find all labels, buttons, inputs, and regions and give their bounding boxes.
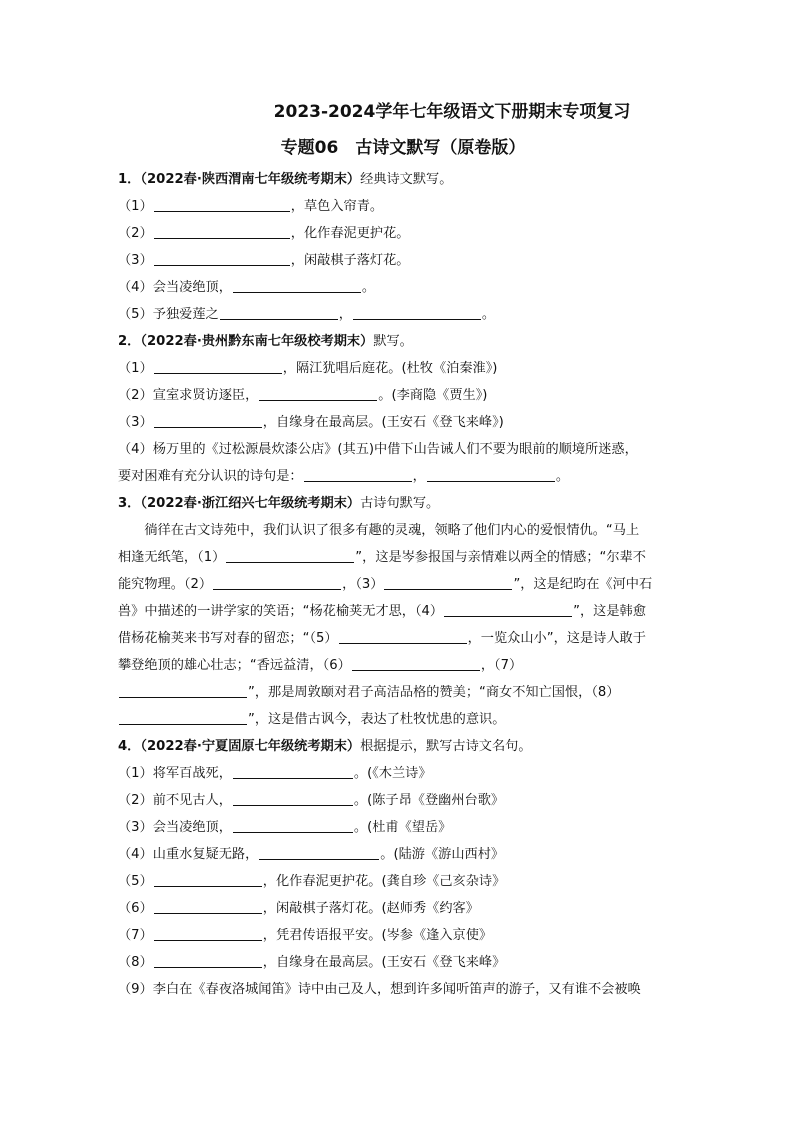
q3-paragraph-line: 兽》中描述的一讲学家的笑语；“杨花榆荚无才思，（4） ”，这是韩愈 <box>118 604 646 619</box>
q4-item-5: （5） ，化作春泥更护花。(龚自珍《己亥杂诗》 <box>118 874 506 889</box>
answer-blank[interactable] <box>154 927 262 941</box>
q3-paragraph-line: 能究物理。（2） ，（3） ”，这是纪昀在《河中石 <box>118 577 653 592</box>
answer-blank[interactable] <box>154 360 282 374</box>
answer-blank[interactable] <box>384 576 512 590</box>
q1-item-1: （1） ，草色入帘青。 <box>118 199 384 214</box>
answer-blank[interactable] <box>220 306 338 320</box>
q1-item-4: （4）会当凌绝顶， 。 <box>118 280 376 295</box>
q2-item-4-line1: （4）杨万里的《过松源晨炊漆公店》(其五)中借下山告诫人们不要为眼前的顺境所迷惑， <box>118 442 638 457</box>
answer-blank[interactable] <box>304 468 412 482</box>
answer-blank[interactable] <box>352 657 480 671</box>
q4-item-1: （1）将军百战死， 。(《木兰诗》 <box>118 766 432 781</box>
answer-blank[interactable] <box>259 846 379 860</box>
q4-item-3: （3）会当凌绝顶， 。(杜甫《望岳》 <box>118 820 452 835</box>
answer-blank[interactable] <box>339 630 467 644</box>
answer-blank[interactable] <box>444 603 572 617</box>
document-title: 2023-2024学年七年级语文下册期末专项复习 <box>273 102 631 122</box>
answer-blank[interactable] <box>154 225 290 239</box>
q4-item-4: （4）山重水复疑无路， 。(陆游《游山西村》 <box>118 847 505 862</box>
q2-item-1: （1） ，隔江犹唱后庭花。(杜牧《泊秦淮》) <box>118 361 498 376</box>
q3-paragraph-line: 相逢无纸笔，（1） ”，这是岑参报国与亲情难以两全的情感；“尔辈不 <box>118 550 646 565</box>
q3-paragraph-line: ”，那是周敦颐对君子高洁品格的赞美；“商女不知亡国恨，（8） <box>118 684 678 702</box>
question-1-heading: 1．（2022春·陕西渭南七年级统考期末）经典诗文默写。 <box>118 172 453 187</box>
q1-item-5: （5）予独爱莲之 ， 。 <box>118 307 496 322</box>
answer-blank[interactable] <box>233 765 353 779</box>
q1-item-3: （3） ，闲敲棋子落灯花。 <box>118 253 410 268</box>
q3-paragraph-line: 借杨花榆荚来书写对春的留恋；“（5） ，一览众山小”，这是诗人敢于 <box>118 631 646 646</box>
q2-item-4-line2: 要对困难有充分认识的诗句是： ， 。 <box>118 469 569 484</box>
q3-paragraph-line: 徜徉在古文诗苑中，我们认识了很多有趣的灵魂，领略了他们内心的爱恨情仇。“马上 <box>118 523 640 538</box>
answer-blank[interactable] <box>154 873 262 887</box>
q4-item-7: （7） ，凭君传语报平安。(岑参《逢入京使》 <box>118 928 493 943</box>
answer-blank[interactable] <box>353 306 481 320</box>
q4-item-9: （9）李白在《春夜洛城闻笛》诗中由己及人，想到许多闻听笛声的游子，又有谁不会被唤 <box>118 982 641 997</box>
q4-item-6: （6） ，闲敲棋子落灯花。(赵师秀《约客》 <box>118 901 479 916</box>
question-2-heading: 2．（2022春·贵州黔东南七年级校考期末）默写。 <box>118 334 413 349</box>
answer-blank[interactable] <box>154 252 290 266</box>
answer-blank[interactable] <box>213 576 341 590</box>
answer-blank[interactable] <box>226 549 354 563</box>
q1-item-2: （2） ，化作春泥更护花。 <box>118 226 410 241</box>
answer-blank[interactable] <box>233 279 361 293</box>
answer-blank[interactable] <box>233 792 353 806</box>
document-subtitle: 专题06 古诗文默写（原卷版） <box>280 138 526 158</box>
q4-item-2: （2）前不见古人， 。(陈子昂《登幽州台歌》 <box>118 793 505 808</box>
answer-blank[interactable] <box>154 198 290 212</box>
answer-blank[interactable] <box>427 468 555 482</box>
q3-paragraph-line: 攀登绝顶的雄心壮志；“香远益清，（6） ，（7） <box>118 658 523 673</box>
q2-item-2: （2）宣室求贤访逐臣， 。(李商隐《贾生》) <box>118 388 488 403</box>
answer-blank[interactable] <box>154 900 262 914</box>
answer-blank[interactable] <box>154 414 262 428</box>
q3-paragraph-line: ”，这是借古讽今，表达了杜牧忧患的意识。 <box>118 711 678 729</box>
question-4-heading: 4．（2022春·宁夏固原七年级统考期末）根据提示，默写古诗文名句。 <box>118 739 532 754</box>
answer-blank[interactable] <box>233 819 353 833</box>
answer-blank[interactable] <box>119 684 247 698</box>
answer-blank[interactable] <box>119 711 247 725</box>
answer-blank[interactable] <box>154 954 262 968</box>
question-3-heading: 3．（2022春·浙江绍兴七年级统考期末）古诗句默写。 <box>118 496 440 511</box>
q2-item-3: （3） ，自缘身在最高层。(王安石《登飞来峰》) <box>118 415 504 430</box>
answer-blank[interactable] <box>259 387 377 401</box>
q4-item-8: （8） ，自缘身在最高层。(王安石《登飞来峰》 <box>118 955 506 970</box>
